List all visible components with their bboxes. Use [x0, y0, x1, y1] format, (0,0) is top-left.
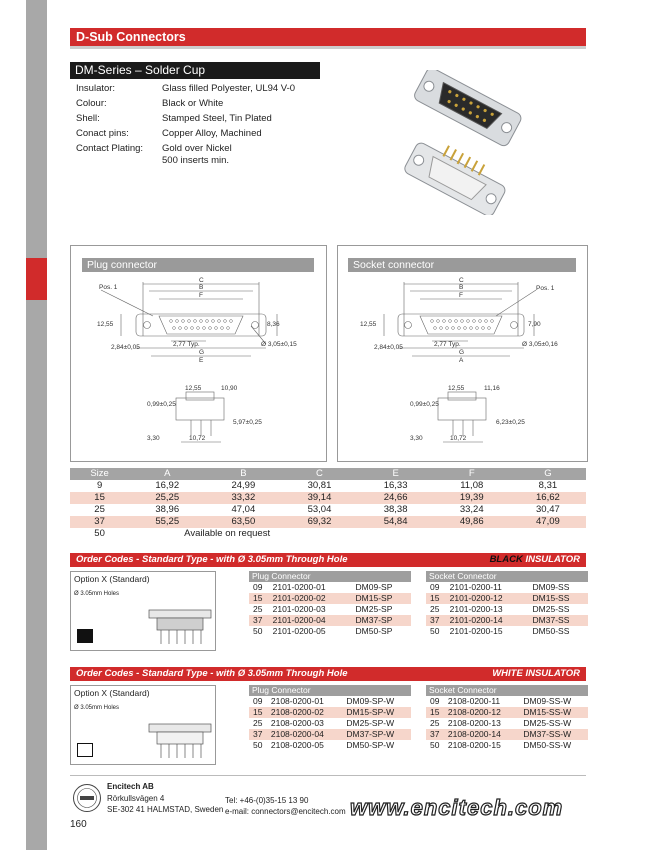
plug-codes-header: Plug Connector — [249, 571, 411, 582]
table-cell: 37 — [426, 615, 446, 626]
socket-dim-c: C — [459, 277, 464, 284]
table-header: C — [281, 468, 357, 480]
option-title: Option X (Standard) — [74, 574, 150, 584]
table-cell: 25 — [70, 504, 129, 516]
page-title: D-Sub Connectors — [70, 28, 586, 46]
side-strip-marker — [26, 258, 47, 300]
title-shadow — [70, 46, 586, 49]
table-cell: 54,84 — [358, 516, 434, 528]
socket-dim-pos: Pos. 1 — [536, 285, 555, 292]
plug-dim-s3: 0,99±0,25 — [147, 401, 176, 408]
table-row — [426, 707, 588, 718]
socket-dim-s5: 3,30 — [410, 435, 423, 442]
table-cell: 2108-0200-13 — [444, 718, 520, 729]
table-cell: 09 — [249, 582, 269, 593]
series-title: DM-Series – Solder Cup — [70, 62, 320, 79]
table-cell: 69,32 — [281, 516, 357, 528]
socket-dim-s1: 12,55 — [448, 385, 465, 392]
footer-tel: Tel: +46-(0)35-15 13 90 — [225, 796, 309, 805]
table-cell: 37 — [249, 615, 269, 626]
socket-codes-header: Socket Connector — [426, 571, 588, 582]
table-cell: DM50-SP-W — [342, 740, 411, 751]
plug-dim-s2: 10,90 — [221, 385, 238, 392]
table-cell: DM15-SP-W — [342, 707, 411, 718]
table-row — [426, 729, 588, 740]
plug-dim-g: G — [199, 349, 205, 356]
table-cell: 2101-0200-11 — [446, 582, 529, 593]
table-cell: 16,33 — [358, 480, 434, 492]
table-cell: DM09-SP — [352, 582, 411, 593]
table-header: G — [510, 468, 586, 480]
socket-dim-h: 12,55 — [360, 321, 377, 328]
table-header: B — [205, 468, 281, 480]
order-title: Order Codes - Standard Type - with Ø 3.05mm Through Hole — [76, 668, 348, 679]
spec-value-insulator: Glass filled Polyester, UL94 V-0 — [162, 83, 296, 94]
table-cell: DM25-SP-W — [342, 718, 411, 729]
table-cell: 47,04 — [205, 504, 281, 516]
spec-value-colour: Black or White — [162, 98, 224, 109]
option-sub: Ø 3.05mm Holes — [74, 705, 120, 711]
table-cell: 25,25 — [129, 492, 205, 504]
table-cell: 16,62 — [510, 492, 586, 504]
table-cell: 2101-0200-12 — [446, 593, 529, 604]
table-row — [249, 718, 411, 729]
table-header: Size — [70, 468, 129, 480]
table-row — [70, 516, 586, 528]
table-cell: 2101-0200-15 — [446, 626, 529, 637]
table-cell: 2101-0200-03 — [269, 604, 352, 615]
socket-dim-w: 2,84±0,05 — [374, 344, 403, 351]
table-cell: 2101-0200-01 — [269, 582, 352, 593]
table-cell: 53,04 — [281, 504, 357, 516]
socket-dimension-drawing — [346, 276, 581, 458]
table-cell: DM37-SS-W — [519, 729, 588, 740]
table-row — [249, 615, 411, 626]
option-box-black — [70, 571, 216, 651]
spec-value-pins: Copper Alloy, Machined — [162, 128, 262, 139]
plug-dim-typ: 2,77 Typ. — [173, 341, 200, 348]
socket-dim-s4: 6,23±0,25 — [496, 419, 525, 426]
plug-dimension-drawing — [81, 276, 316, 458]
socket-panel — [337, 245, 588, 462]
spec-label-plating: Contact Plating: — [76, 143, 144, 154]
spec-label-insulator: Insulator: — [76, 83, 116, 94]
table-cell: 2101-0200-13 — [446, 604, 529, 615]
table-cell: 38,38 — [358, 504, 434, 516]
plug-dim-hole: Ø 3,05±0,15 — [261, 341, 297, 348]
table-cell: 8,31 — [510, 480, 586, 492]
footer-email[interactable]: e-mail: connectors@encitech.com — [225, 807, 346, 816]
table-cell: DM50-SS-W — [519, 740, 588, 751]
table-cell: 24,66 — [358, 492, 434, 504]
table-cell: DM37-SP-W — [342, 729, 411, 740]
table-row — [249, 593, 411, 604]
table-cell: DM15-SS-W — [519, 707, 588, 718]
plug-dim-pos: Pos. 1 — [99, 284, 118, 291]
table-row — [70, 480, 586, 492]
table-header: F — [434, 468, 510, 480]
socket-codes-header: Socket Connector — [426, 685, 588, 696]
table-cell: 50 — [426, 740, 444, 751]
table-cell: 15 — [426, 593, 446, 604]
table-cell: 15 — [249, 593, 269, 604]
spec-label-shell: Shell: — [76, 113, 100, 124]
table-cell: 2101-0200-05 — [269, 626, 352, 637]
socket-dim-s6: 10,72 — [450, 435, 467, 442]
table-cell: 19,39 — [434, 492, 510, 504]
table-cell: 50 — [249, 626, 269, 637]
dimension-table — [70, 468, 586, 540]
table-row — [249, 696, 411, 707]
socket-dim-g: G — [459, 349, 465, 356]
plug-codes-white — [249, 685, 411, 751]
socket-codes-white — [426, 685, 588, 751]
plug-dim-s4: 5,97±0,25 — [233, 419, 262, 426]
plug-dim-f: F — [199, 292, 203, 299]
table-cell: 38,96 — [129, 504, 205, 516]
table-cell: 37 — [249, 729, 267, 740]
socket-dim-hole: Ø 3,05±0,16 — [522, 341, 558, 348]
socket-dim-e: A — [459, 357, 464, 364]
order-title: Order Codes - Standard Type - with Ø 3.05mm Through Hole — [76, 554, 348, 565]
spec-label-colour: Colour: — [76, 98, 107, 109]
table-cell: DM50-SP — [352, 626, 411, 637]
table-cell: 25 — [249, 604, 269, 615]
table-cell: DM25-SS — [529, 604, 588, 615]
table-cell: 15 — [249, 707, 267, 718]
plug-dim-s6: 10,72 — [189, 435, 206, 442]
plug-dim-s1: 12,55 — [185, 385, 202, 392]
table-cell: 2108-0200-12 — [444, 707, 520, 718]
order-bar-black — [70, 553, 586, 567]
table-row — [70, 492, 586, 504]
plug-dim-w: 2,84±0,05 — [111, 344, 140, 351]
connector-illustration-icon — [395, 70, 535, 215]
table-row — [426, 604, 588, 615]
socket-dim-s2: 11,16 — [484, 385, 500, 392]
insulator-label: BLACK INSULATOR — [489, 554, 580, 565]
plug-panel-title: Plug connector — [82, 258, 314, 272]
table-cell: 15 — [70, 492, 129, 504]
table-cell: 16,92 — [129, 480, 205, 492]
table-row — [426, 718, 588, 729]
table-cell: 55,25 — [129, 516, 205, 528]
white-swatch-icon — [77, 743, 93, 757]
footer-company: Encitech AB — [107, 782, 154, 791]
table-cell: DM15-SS — [529, 593, 588, 604]
table-row — [70, 528, 586, 540]
table-cell: DM09-SS-W — [519, 696, 588, 707]
spec-value-plating-2: 500 inserts min. — [162, 155, 230, 166]
table-cell: 50 — [249, 740, 267, 751]
table-cell: DM50-SS — [529, 626, 588, 637]
table-cell: 30,81 — [281, 480, 357, 492]
table-cell: 24,99 — [205, 480, 281, 492]
table-row — [426, 615, 588, 626]
table-cell: 09 — [426, 582, 446, 593]
table-cell: 39,14 — [281, 492, 357, 504]
table-row — [426, 740, 588, 751]
table-cell: 33,32 — [205, 492, 281, 504]
footer-city: SE-302 41 HALMSTAD, Sweden — [107, 805, 224, 814]
certification-seal-icon — [72, 783, 102, 813]
plug-dim-s5: 3,30 — [147, 435, 160, 442]
option-sub: Ø 3.05mm Holes — [74, 591, 120, 597]
black-swatch-icon — [77, 629, 93, 643]
table-cell: 2108-0200-15 — [444, 740, 520, 751]
table-header-row — [70, 468, 586, 480]
table-cell: 9 — [70, 480, 129, 492]
socket-panel-title: Socket connector — [348, 258, 576, 272]
table-cell: 11,08 — [434, 480, 510, 492]
table-cell: 49,86 — [434, 516, 510, 528]
plug-dim-c: C — [199, 277, 204, 284]
table-cell: 2108-0200-03 — [267, 718, 343, 729]
table-row — [426, 582, 588, 593]
table-cell: 50 — [426, 626, 446, 637]
table-cell: 37 — [426, 729, 444, 740]
plug-dim-e: E — [199, 357, 204, 364]
socket-dim-b: B — [459, 284, 464, 291]
table-row — [249, 604, 411, 615]
footer-street: Rörkullsvägen 4 — [107, 794, 165, 803]
table-row — [249, 582, 411, 593]
table-cell: 09 — [426, 696, 444, 707]
table-row — [70, 504, 586, 516]
table-cell: DM37-SS — [529, 615, 588, 626]
table-header: A — [129, 468, 205, 480]
spec-value-shell: Stamped Steel, Tin Plated — [162, 113, 272, 124]
table-cell: 15 — [426, 707, 444, 718]
order-bar-white — [70, 667, 586, 681]
table-cell-note: Available on request — [129, 528, 586, 540]
table-row — [426, 696, 588, 707]
table-cell: DM15-SP — [352, 593, 411, 604]
table-cell: 30,47 — [510, 504, 586, 516]
table-cell: 37 — [70, 516, 129, 528]
plug-codes-header: Plug Connector — [249, 685, 411, 696]
socket-dim-s3: 0,99±0,25 — [410, 401, 439, 408]
side-strip — [26, 0, 47, 850]
option-title: Option X (Standard) — [74, 688, 150, 698]
table-cell: DM09-SS — [529, 582, 588, 593]
table-cell: 2108-0200-14 — [444, 729, 520, 740]
plug-dim-h: 12,55 — [97, 321, 114, 328]
table-row — [426, 593, 588, 604]
table-cell: 2108-0200-05 — [267, 740, 343, 751]
table-cell: 25 — [426, 718, 444, 729]
table-cell: 2108-0200-01 — [267, 696, 343, 707]
page-number: 160 — [70, 819, 87, 830]
table-cell: DM37-SP — [352, 615, 411, 626]
option-box-white — [70, 685, 216, 765]
socket-codes-black — [426, 571, 588, 637]
connector-side-icon — [147, 602, 213, 648]
table-row — [249, 707, 411, 718]
insulator-label: WHITE INSULATOR — [492, 668, 580, 679]
table-cell: 2101-0200-04 — [269, 615, 352, 626]
table-row — [426, 626, 588, 637]
plug-codes-black — [249, 571, 411, 637]
table-cell: 2101-0200-02 — [269, 593, 352, 604]
connector-side-icon — [147, 716, 213, 762]
socket-dim-d: 7,90 — [528, 321, 541, 328]
table-row — [249, 740, 411, 751]
plug-panel — [70, 245, 327, 462]
table-header: E — [358, 468, 434, 480]
table-cell: DM25-SP — [352, 604, 411, 615]
table-cell: 25 — [249, 718, 267, 729]
footer-divider — [70, 775, 586, 776]
table-cell: 63,50 — [205, 516, 281, 528]
table-cell: 2108-0200-02 — [267, 707, 343, 718]
plug-dim-b: B — [199, 284, 204, 291]
spec-label-pins: Conact pins: — [76, 128, 129, 139]
table-cell: DM25-SS-W — [519, 718, 588, 729]
table-row — [249, 626, 411, 637]
table-cell: DM09-SP-W — [342, 696, 411, 707]
table-row — [249, 729, 411, 740]
table-cell: 33,24 — [434, 504, 510, 516]
table-cell: 25 — [426, 604, 446, 615]
table-cell: 50 — [70, 528, 129, 540]
socket-dim-typ: 2,77 Typ. — [434, 341, 461, 348]
spec-value-plating: Gold over Nickel — [162, 143, 232, 154]
table-cell: 2108-0200-04 — [267, 729, 343, 740]
table-cell: 2108-0200-11 — [444, 696, 520, 707]
website-link[interactable]: www.encitech.com — [350, 795, 564, 820]
table-cell: 2101-0200-14 — [446, 615, 529, 626]
plug-dim-d: 8,36 — [267, 321, 280, 328]
socket-dim-f: F — [459, 292, 463, 299]
table-cell: 47,09 — [510, 516, 586, 528]
table-cell: 09 — [249, 696, 267, 707]
